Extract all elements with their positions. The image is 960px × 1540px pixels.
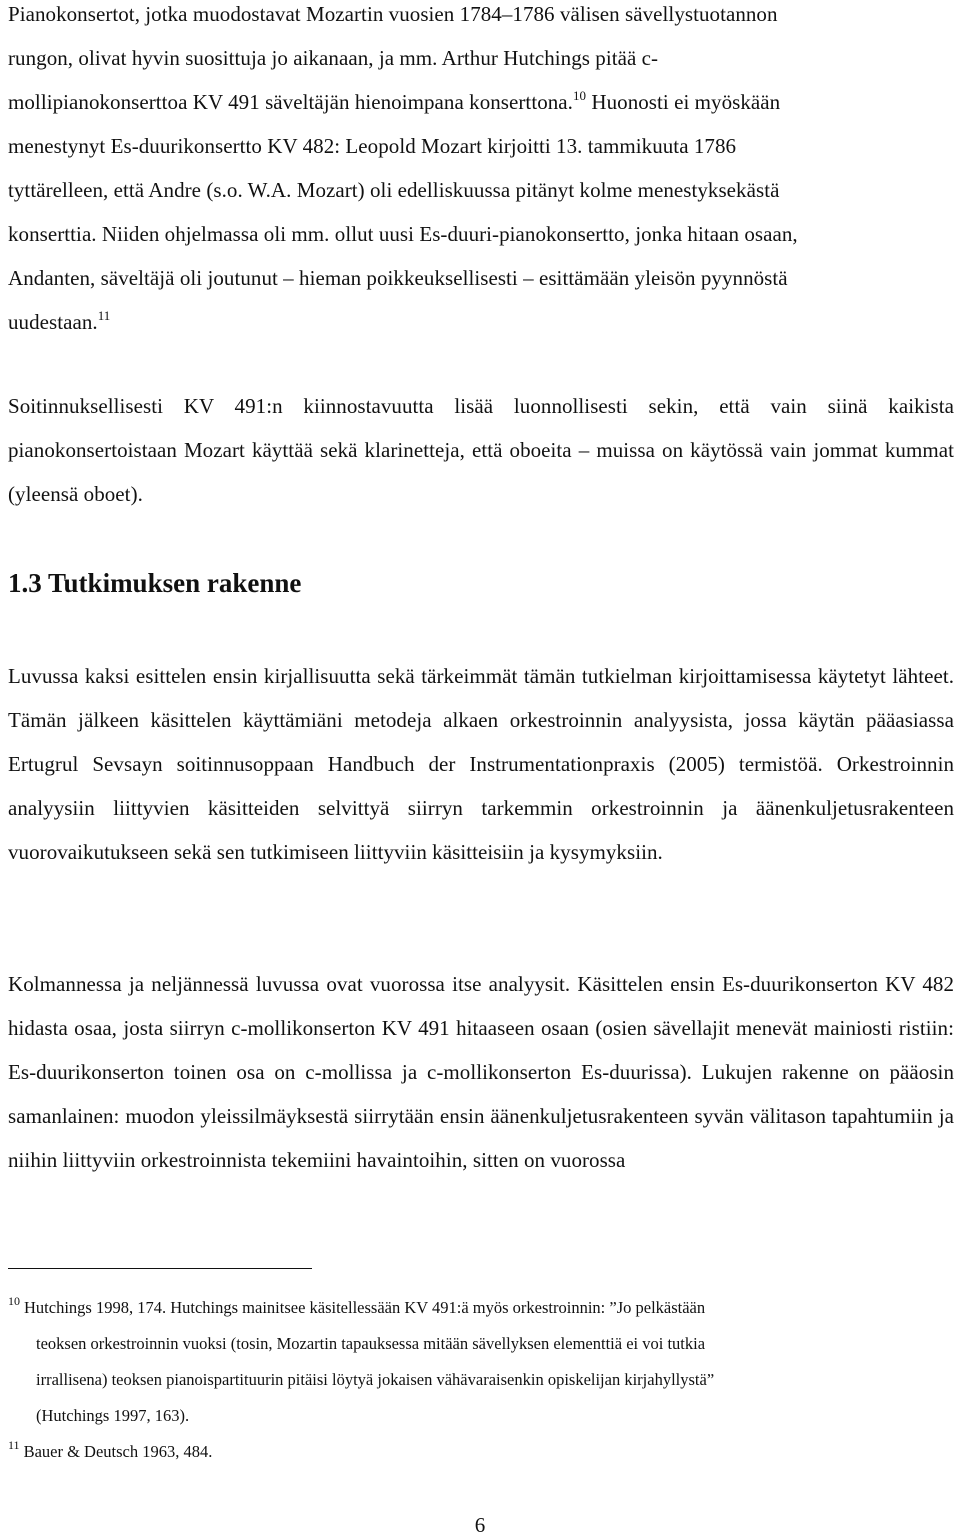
- paragraph-line: uudestaan.: [8, 310, 98, 334]
- paragraph-line: konserttia. Niiden ohjelmassa oli mm. ollut uusi Es-duuri-pianokonsertto, jonka hitaan osaan,: [8, 222, 798, 246]
- paragraph-line: Andanten, säveltäjä oli joutunut – hieman poikkeuksellisesti – esittämään yleisön pyynnöstä: [8, 266, 788, 290]
- paragraph-line: menestynyt Es-duurikonsertto KV 482: Leopold Mozart kirjoitti 13. tammikuuta 1786: [8, 134, 737, 158]
- section-heading: 1.3 Tutkimuksen rakenne: [8, 568, 302, 598]
- footnote-first-line: [8, 1290, 954, 1326]
- page-number: 6: [474, 1513, 486, 1537]
- footnote-reference-10[interactable]: 10: [572, 88, 587, 103]
- paragraph-chapters-three-four: Kolmannessa ja neljännessä luvussa ovat vuorossa itse analyysit. Käsittelen ensin Es-duurikonserton KV 482 hidasta osaa, josta siirryn c-mollikonserton KV 491 hitaaseen osaan (osien sävellajit menevät mainiosti ristiin: Es-duurikonserton toinen osa on c-mollissa ja c-mollikonserton Es-duurissa). Lukujen rakenne on pääosin samanlainen: muodon yleissilmäyksestä siirrytään ensin äänenkuljetusrakenteen syvän välitason tapahtumiin ja niihin liittyviin orkestroinnista tekemiini havaintoihin, sitten on vuorossa: [8, 972, 954, 1172]
- footnotes: [8, 1290, 954, 1470]
- paragraph-line-continuation: Huonosti ei myöskään: [586, 90, 781, 114]
- footnote-reference-11[interactable]: 11: [97, 308, 111, 323]
- footnote-10: [8, 1290, 954, 1434]
- footnote-line: teoksen orkestroinnin vuoksi (tosin, Mozartin tapauksessa mitään sävellyksen elementtiä ei voi tutkia: [36, 1334, 706, 1353]
- paragraph-mozart-concertos: [8, 0, 954, 344]
- paragraph-chapter-two: Luvussa kaksi esittelen ensin kirjallisuutta sekä tärkeimmät tämän tutkielman kirjoittamisessa käytetyt lähteet. Tämän jälkeen käsittelen käyttämiäni metodeja alkaen orkestroinnin analyysista, jossa käytän pääasiassa Ertugrul Sevsayn soitinnusoppaan Handbuch der Instrumentationpraxis (2005) termistöä. Orkestroinnin analyysiin liittyvien käsitteiden selvittyä siirryn tarkemmin orkestroinnin ja äänenkuljetusrakenteen vuorovaikutukseen sekä sen tutkimiseen liittyviin käsitteisiin ja kysymyksiin.: [8, 664, 954, 864]
- footnote-text: Hutchings 1998, 174. Hutchings mainitsee käsitellessään KV 491:ä myös orkestroinnin: ”Jo pelkästään: [24, 1298, 706, 1317]
- paragraph-line: Pianokonsertot, jotka muodostavat Mozartin vuosien 1784–1786 välisen sävellystuotannon: [8, 2, 778, 26]
- paragraph-line: tyttärelleen, että Andre (s.o. W.A. Mozart) oli edelliskuussa pitänyt kolme menestyksekästä: [8, 178, 780, 202]
- footnote-separator: [8, 1268, 312, 1269]
- footnote-line: (Hutchings 1997, 163).: [36, 1406, 190, 1425]
- paragraph-line: rungon, olivat hyvin suosittuja jo aikanaan, ja mm. Arthur Hutchings pitää c-: [8, 46, 659, 70]
- paragraph-instrumentation: Soitinnuksellisesti KV 491:n kiinnostavuutta lisää luonnollisesti sekin, että vain siinä kaikista pianokonsertoistaan Mozart käyttää sekä klarinetteja, että oboeita – muissa on käytössä vain jommat kummat (yleensä oboet).: [8, 394, 954, 506]
- footnote-line: irrallisena) teoksen pianoispartituurin pitäisi löytyä jokaisen vähävaraisenkin opiskelijan kirjahyllystä”: [36, 1370, 715, 1389]
- footnote-11: [8, 1434, 954, 1470]
- footnote-mark: 11: [8, 1438, 20, 1452]
- footnote-first-line: [8, 1434, 954, 1470]
- footnote-text: Bauer & Deutsch 1963, 484.: [23, 1442, 213, 1461]
- footnote-mark: 10: [8, 1294, 20, 1308]
- paragraph-line: mollipianokonserttoa KV 491 säveltäjän hienoimpana konserttona.: [8, 90, 573, 114]
